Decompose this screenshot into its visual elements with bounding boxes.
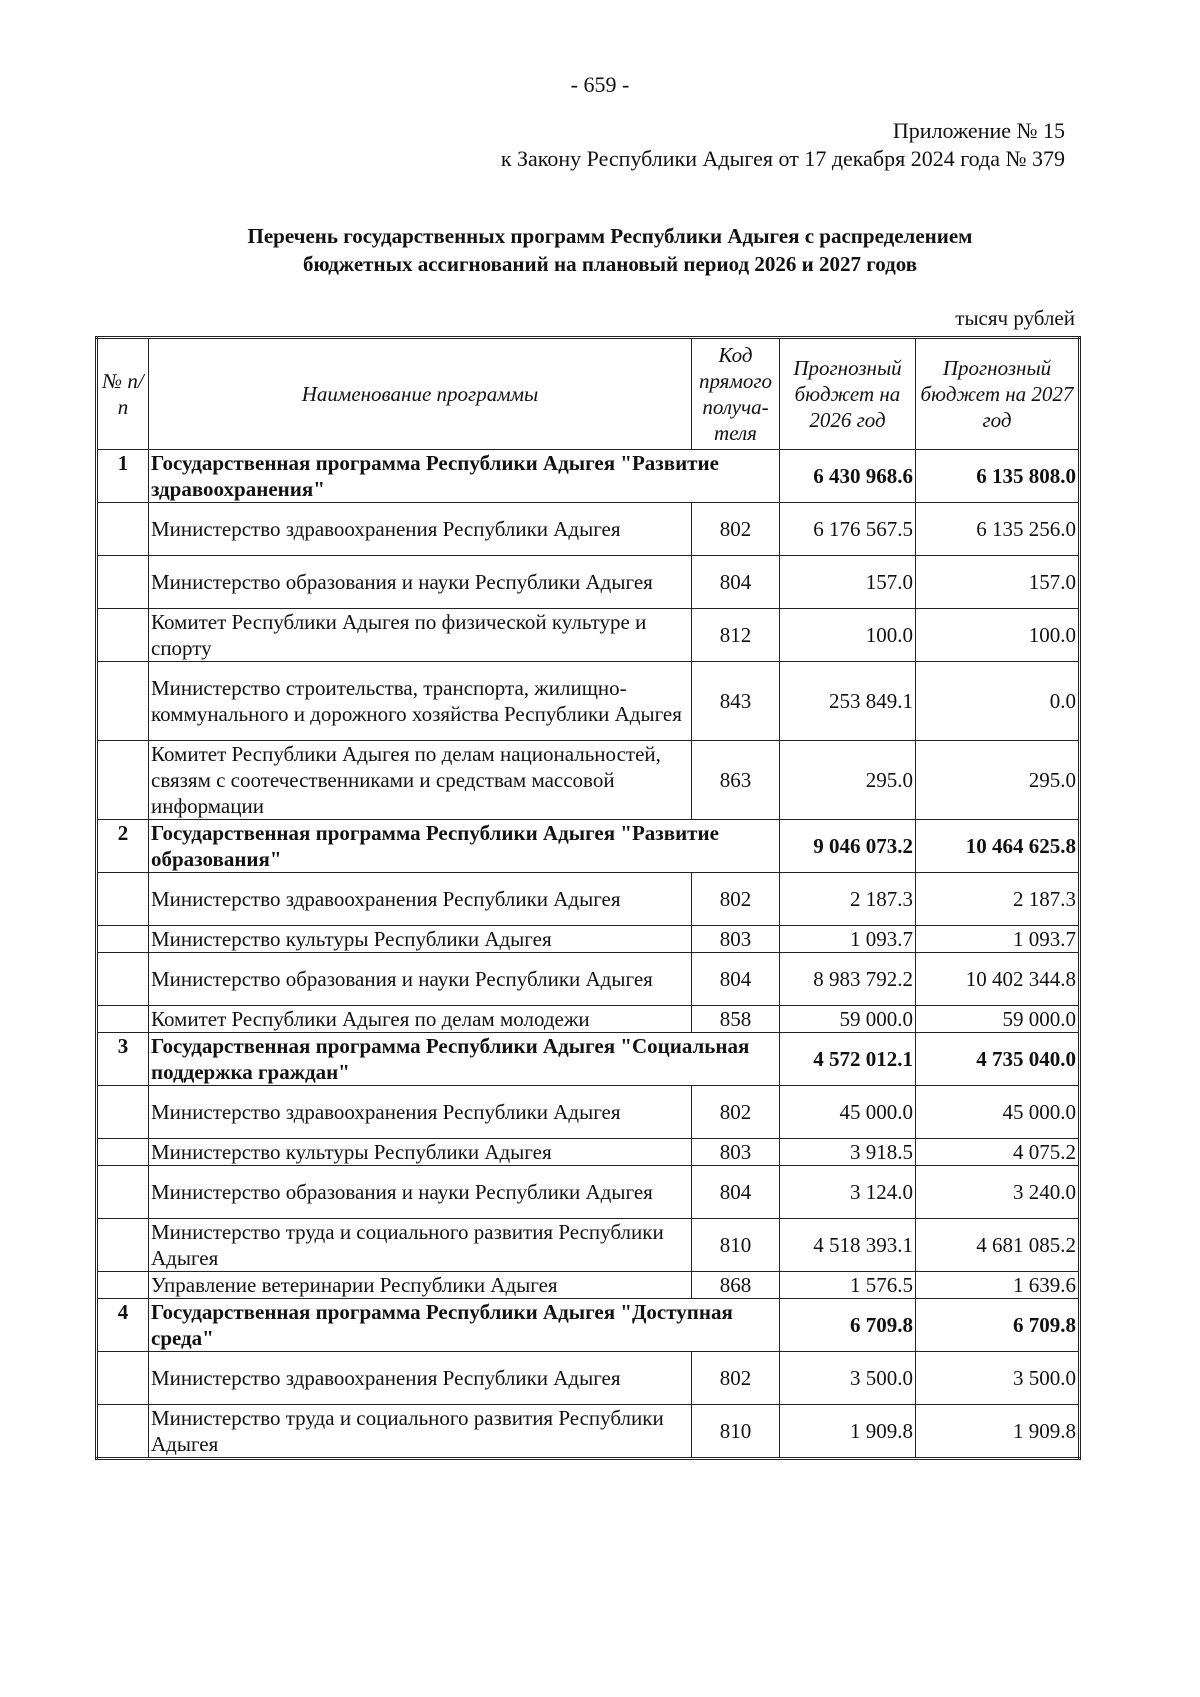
empty-num-cell [97, 609, 149, 662]
program-total-2027: 6 709.8 [916, 1299, 1080, 1352]
recipient-name: Министерство труда и социального развития Республики Адыгея [149, 1405, 692, 1459]
recipient-name: Управление ветеринарии Республики Адыгея [149, 1272, 692, 1299]
table-row [97, 1405, 1080, 1459]
program-number: 1 [97, 450, 149, 503]
header-2027: Прогнозный бюджет на 2027 год [916, 338, 1080, 450]
recipient-code: 843 [692, 662, 780, 741]
table-row [97, 953, 1080, 1006]
recipient-name: Министерство труда и социального развития Республики Адыгея [149, 1219, 692, 1272]
value-2027: 0.0 [916, 662, 1080, 741]
recipient-code: 804 [692, 953, 780, 1006]
empty-num-cell [97, 741, 149, 820]
recipient-name: Министерство культуры Республики Адыгея [149, 926, 692, 953]
value-2027: 157.0 [916, 556, 1080, 609]
program-total-2026: 9 046 073.2 [780, 820, 916, 873]
value-2026: 2 187.3 [780, 873, 916, 926]
program-total-2027: 6 135 808.0 [916, 450, 1080, 503]
empty-num-cell [97, 1139, 149, 1166]
recipient-name: Комитет Республики Адыгея по делам молодежи [149, 1006, 692, 1033]
value-2027: 2 187.3 [916, 873, 1080, 926]
recipient-name: Министерство здравоохранения Республики Адыгея [149, 1086, 692, 1139]
recipient-code: 804 [692, 556, 780, 609]
empty-num-cell [97, 953, 149, 1006]
table-row [97, 873, 1080, 926]
appendix-line-2: к Закону Республики Адыгея от 17 декабря 2024 года № 379 [500, 146, 1065, 171]
program-name: Государственная программа Республики Адыгея "Развитие образования" [149, 820, 780, 873]
table-row [97, 1272, 1080, 1299]
program-name: Государственная программа Республики Адыгея "Доступная среда" [149, 1299, 780, 1352]
table-row [97, 609, 1080, 662]
table-row [97, 1139, 1080, 1166]
value-2027: 3 500.0 [916, 1352, 1080, 1405]
value-2026: 1 576.5 [780, 1272, 916, 1299]
recipient-name: Министерство здравоохранения Республики Адыгея [149, 1352, 692, 1405]
value-2026: 253 849.1 [780, 662, 916, 741]
program-total-2027: 4 735 040.0 [916, 1033, 1080, 1086]
value-2027: 1 639.6 [916, 1272, 1080, 1299]
value-2027: 1 909.8 [916, 1405, 1080, 1459]
program-total-2027: 10 464 625.8 [916, 820, 1080, 873]
value-2027: 1 093.7 [916, 926, 1080, 953]
program-number: 2 [97, 820, 149, 873]
table-header-row [97, 338, 1080, 450]
program-row [97, 1033, 1080, 1086]
value-2026: 4 518 393.1 [780, 1219, 916, 1272]
recipient-name: Министерство строительства, транспорта, жилищно-коммунального и дорожного хозяйства Республики Адыгея [149, 662, 692, 741]
recipient-code: 803 [692, 1139, 780, 1166]
recipient-name: Комитет Республики Адыгея по физической культуре и спорту [149, 609, 692, 662]
empty-num-cell [97, 926, 149, 953]
recipient-code: 810 [692, 1219, 780, 1272]
empty-num-cell [97, 503, 149, 556]
table-row [97, 503, 1080, 556]
table-row [97, 662, 1080, 741]
program-name: Государственная программа Республики Адыгея "Развитие здравоохранения" [149, 450, 780, 503]
empty-num-cell [97, 1086, 149, 1139]
recipient-name: Министерство образования и науки Республики Адыгея [149, 953, 692, 1006]
table-row [97, 926, 1080, 953]
program-total-2026: 6 430 968.6 [780, 450, 916, 503]
value-2026: 45 000.0 [780, 1086, 916, 1139]
value-2027: 45 000.0 [916, 1086, 1080, 1139]
value-2027: 4 681 085.2 [916, 1219, 1080, 1272]
empty-num-cell [97, 1272, 149, 1299]
header-2026: Прогнозный бюджет на 2026 год [780, 338, 916, 450]
recipient-code: 802 [692, 503, 780, 556]
table-row [97, 1086, 1080, 1139]
value-2027: 295.0 [916, 741, 1080, 820]
header-code: Код прямого получа-теля [692, 338, 780, 450]
table-row [97, 741, 1080, 820]
value-2026: 1 909.8 [780, 1405, 916, 1459]
appendix-reference [501, 117, 1065, 173]
value-2027: 10 402 344.8 [916, 953, 1080, 1006]
header-num: № п/п [97, 338, 149, 450]
header-name: Наименование программы [149, 338, 692, 450]
empty-num-cell [97, 556, 149, 609]
value-2026: 8 983 792.2 [780, 953, 916, 1006]
program-row [97, 450, 1080, 503]
recipient-name: Министерство здравоохранения Республики Адыгея [149, 503, 692, 556]
value-2026: 3 918.5 [780, 1139, 916, 1166]
value-2026: 3 124.0 [780, 1166, 916, 1219]
appendix-line-1: Приложение № 15 [892, 118, 1065, 143]
recipient-code: 803 [692, 926, 780, 953]
recipient-code: 858 [692, 1006, 780, 1033]
document-title-line-1: Перечень государственных программ Республики Адыгея с распределением [247, 224, 973, 248]
value-2026: 1 093.7 [780, 926, 916, 953]
recipient-name: Министерство образования и науки Республики Адыгея [149, 1166, 692, 1219]
value-2026: 6 176 567.5 [780, 503, 916, 556]
program-total-2026: 4 572 012.1 [780, 1033, 916, 1086]
recipient-name: Министерство образования и науки Республики Адыгея [149, 556, 692, 609]
program-number: 4 [97, 1299, 149, 1352]
value-2026: 3 500.0 [780, 1352, 916, 1405]
program-row [97, 820, 1080, 873]
table-row [97, 1006, 1080, 1033]
value-2026: 59 000.0 [780, 1006, 916, 1033]
budget-table [95, 336, 1081, 1460]
program-name: Государственная программа Республики Адыгея "Социальная поддержка граждан" [149, 1033, 780, 1086]
empty-num-cell [97, 873, 149, 926]
recipient-name: Министерство здравоохранения Республики Адыгея [149, 873, 692, 926]
recipient-code: 812 [692, 609, 780, 662]
empty-num-cell [97, 1352, 149, 1405]
recipient-code: 863 [692, 741, 780, 820]
program-row [97, 1299, 1080, 1352]
document-title [60, 222, 1160, 278]
value-2027: 6 135 256.0 [916, 503, 1080, 556]
empty-num-cell [97, 1405, 149, 1459]
recipient-code: 802 [692, 1086, 780, 1139]
program-total-2026: 6 709.8 [780, 1299, 916, 1352]
table-row [97, 1166, 1080, 1219]
recipient-name: Комитет Республики Адыгея по делам национальностей, связям с соотечественниками и средствам массовой информации [149, 741, 692, 820]
table-row [97, 1219, 1080, 1272]
recipient-code: 804 [692, 1166, 780, 1219]
program-number: 3 [97, 1033, 149, 1086]
value-2027: 3 240.0 [916, 1166, 1080, 1219]
document-title-line-2: бюджетных ассигнований на плановый период 2026 и 2027 годов [302, 252, 918, 276]
table-row [97, 1352, 1080, 1405]
units-label: тысяч рублей [955, 306, 1075, 330]
page-number: - 659 - [570, 72, 630, 97]
empty-num-cell [97, 1166, 149, 1219]
empty-num-cell [97, 662, 149, 741]
table-row [97, 556, 1080, 609]
recipient-code: 802 [692, 873, 780, 926]
recipient-code: 868 [692, 1272, 780, 1299]
recipient-code: 802 [692, 1352, 780, 1405]
value-2027: 4 075.2 [916, 1139, 1080, 1166]
value-2027: 59 000.0 [916, 1006, 1080, 1033]
value-2026: 100.0 [780, 609, 916, 662]
value-2027: 100.0 [916, 609, 1080, 662]
value-2026: 157.0 [780, 556, 916, 609]
recipient-code: 810 [692, 1405, 780, 1459]
empty-num-cell [97, 1219, 149, 1272]
recipient-name: Министерство культуры Республики Адыгея [149, 1139, 692, 1166]
empty-num-cell [97, 1006, 149, 1033]
value-2026: 295.0 [780, 741, 916, 820]
